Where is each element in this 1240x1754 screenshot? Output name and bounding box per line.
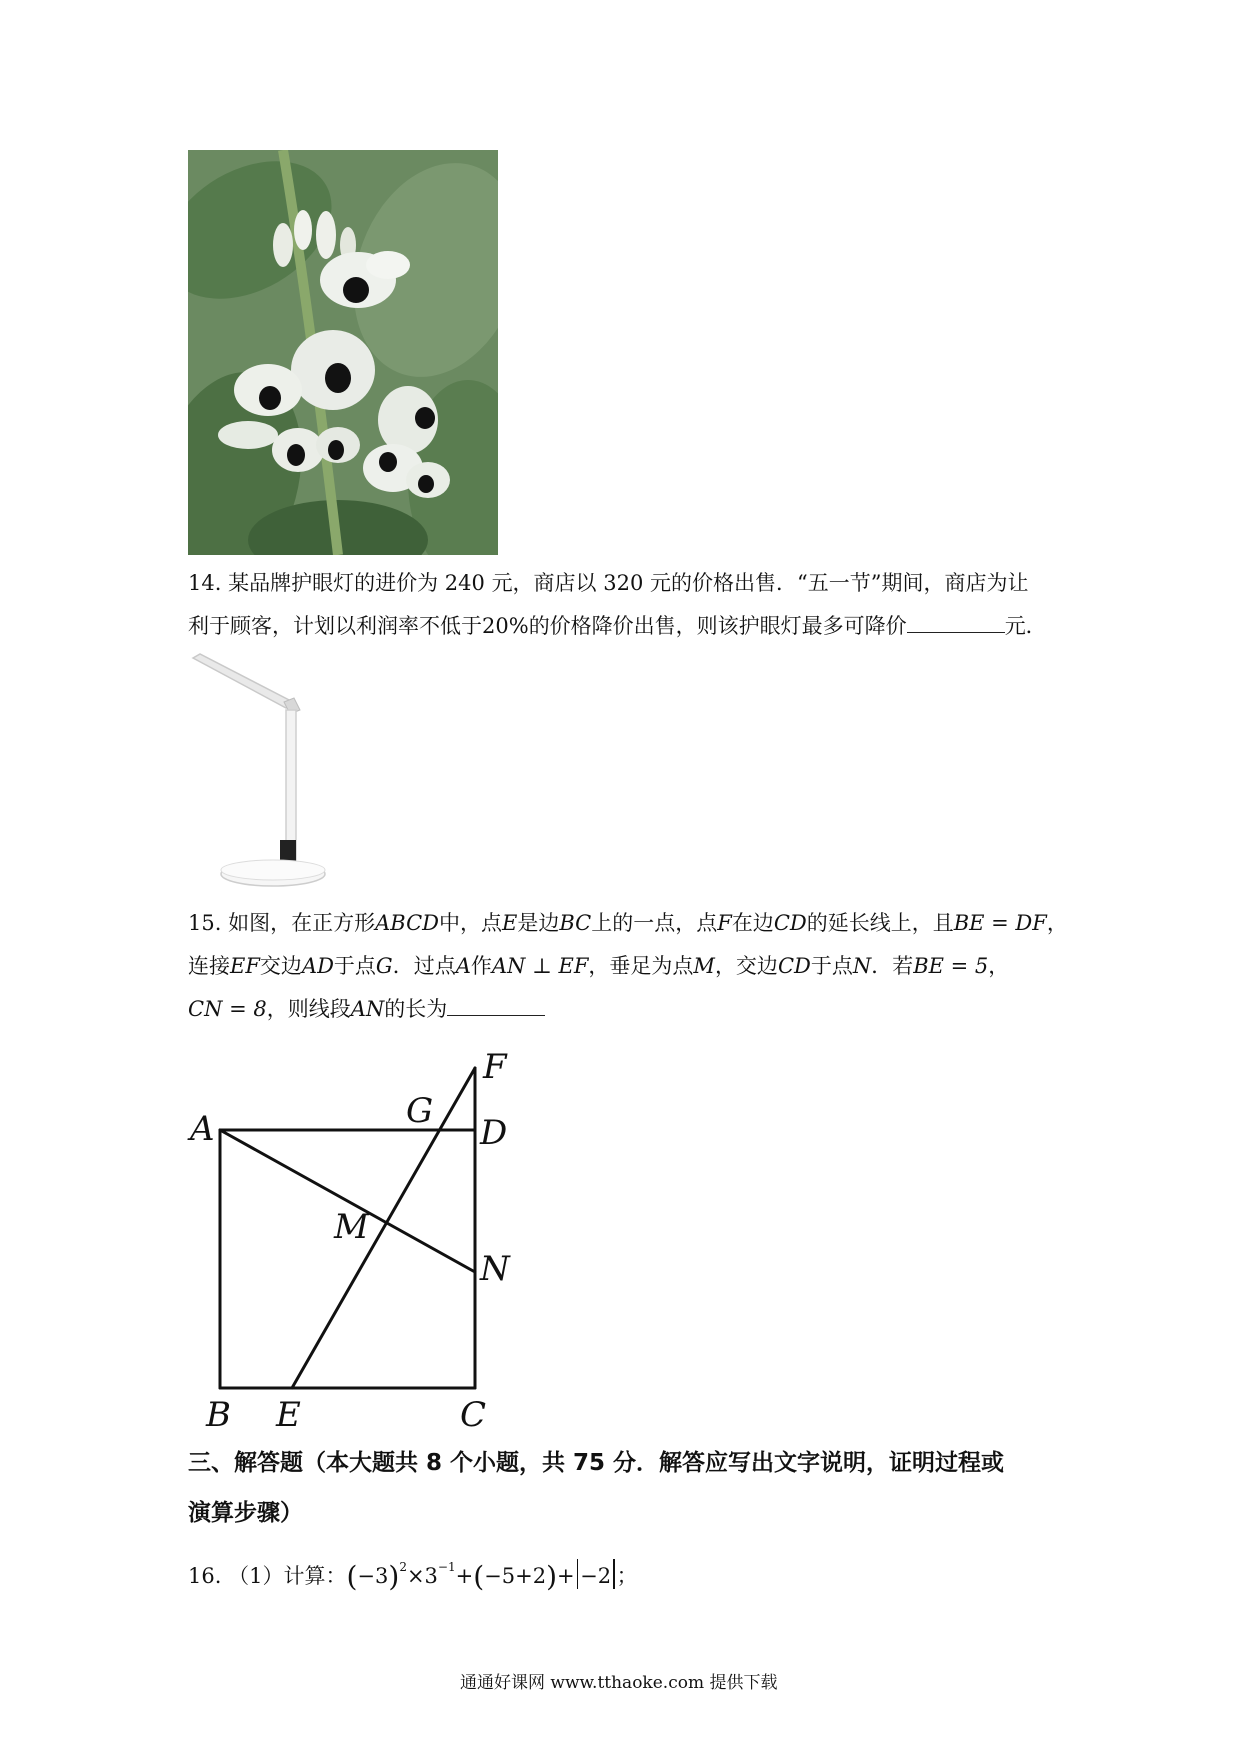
segment-AN: [220, 1130, 475, 1272]
question-number: 15.: [188, 911, 222, 935]
label-E: E: [276, 1395, 301, 1435]
geometry-figure: [180, 1040, 540, 1440]
label-B: B: [206, 1395, 231, 1435]
q16-line1: 16. （1）计算：$(-3)^2\times 3^{-1}+(-5+2)+ -2$ ；: [188, 1560, 638, 1593]
desk-lamp-photo: [188, 652, 328, 892]
answer-blank: [907, 610, 1005, 633]
label-A: A: [190, 1109, 215, 1149]
label-C: C: [460, 1395, 487, 1435]
segment-EF: [292, 1068, 475, 1388]
section-heading: 三、解答题（本大题共 8 个小题，共 75 分．解答应写出文字说明，证明过程或: [188, 1450, 1005, 1476]
answer-blank: [447, 993, 545, 1016]
q14-line2: 利于顾客，计划以利润率不低于20%的价格降价出售，则该护眼灯最多可降价 元．: [188, 610, 1047, 641]
label-F: F: [483, 1047, 507, 1087]
section-heading-cont: 演算步骤）: [188, 1500, 303, 1526]
label-D: D: [480, 1113, 508, 1153]
label-G: G: [406, 1091, 434, 1131]
label-M: M: [334, 1207, 369, 1247]
question-number: 14.: [188, 571, 222, 595]
flower-photo: [188, 150, 498, 555]
q15-line1: 15. 如图，在正方形ABCD中，点E是边BC上的一点，点F在边CD的延长线上，且BE = DF，: [188, 911, 1068, 935]
q14-line1: 14. 某品牌护眼灯的进价为 240 元，商店以 320 元的价格出售．“五一节”期间，商店为让: [188, 571, 1029, 595]
page-footer: 通通好课网 www.tthaoke.com 提供下载: [460, 1673, 778, 1693]
q15-line2: 连接EF交边AD于点G．过点A作AN ⊥ EF，垂足为点M，交边CD于点N．若BE = 5，: [188, 954, 1010, 978]
q15-line3: CN = 8，则线段AN的长为: [188, 993, 545, 1024]
label-N: N: [480, 1249, 510, 1289]
question-number: 16.: [188, 1564, 222, 1588]
